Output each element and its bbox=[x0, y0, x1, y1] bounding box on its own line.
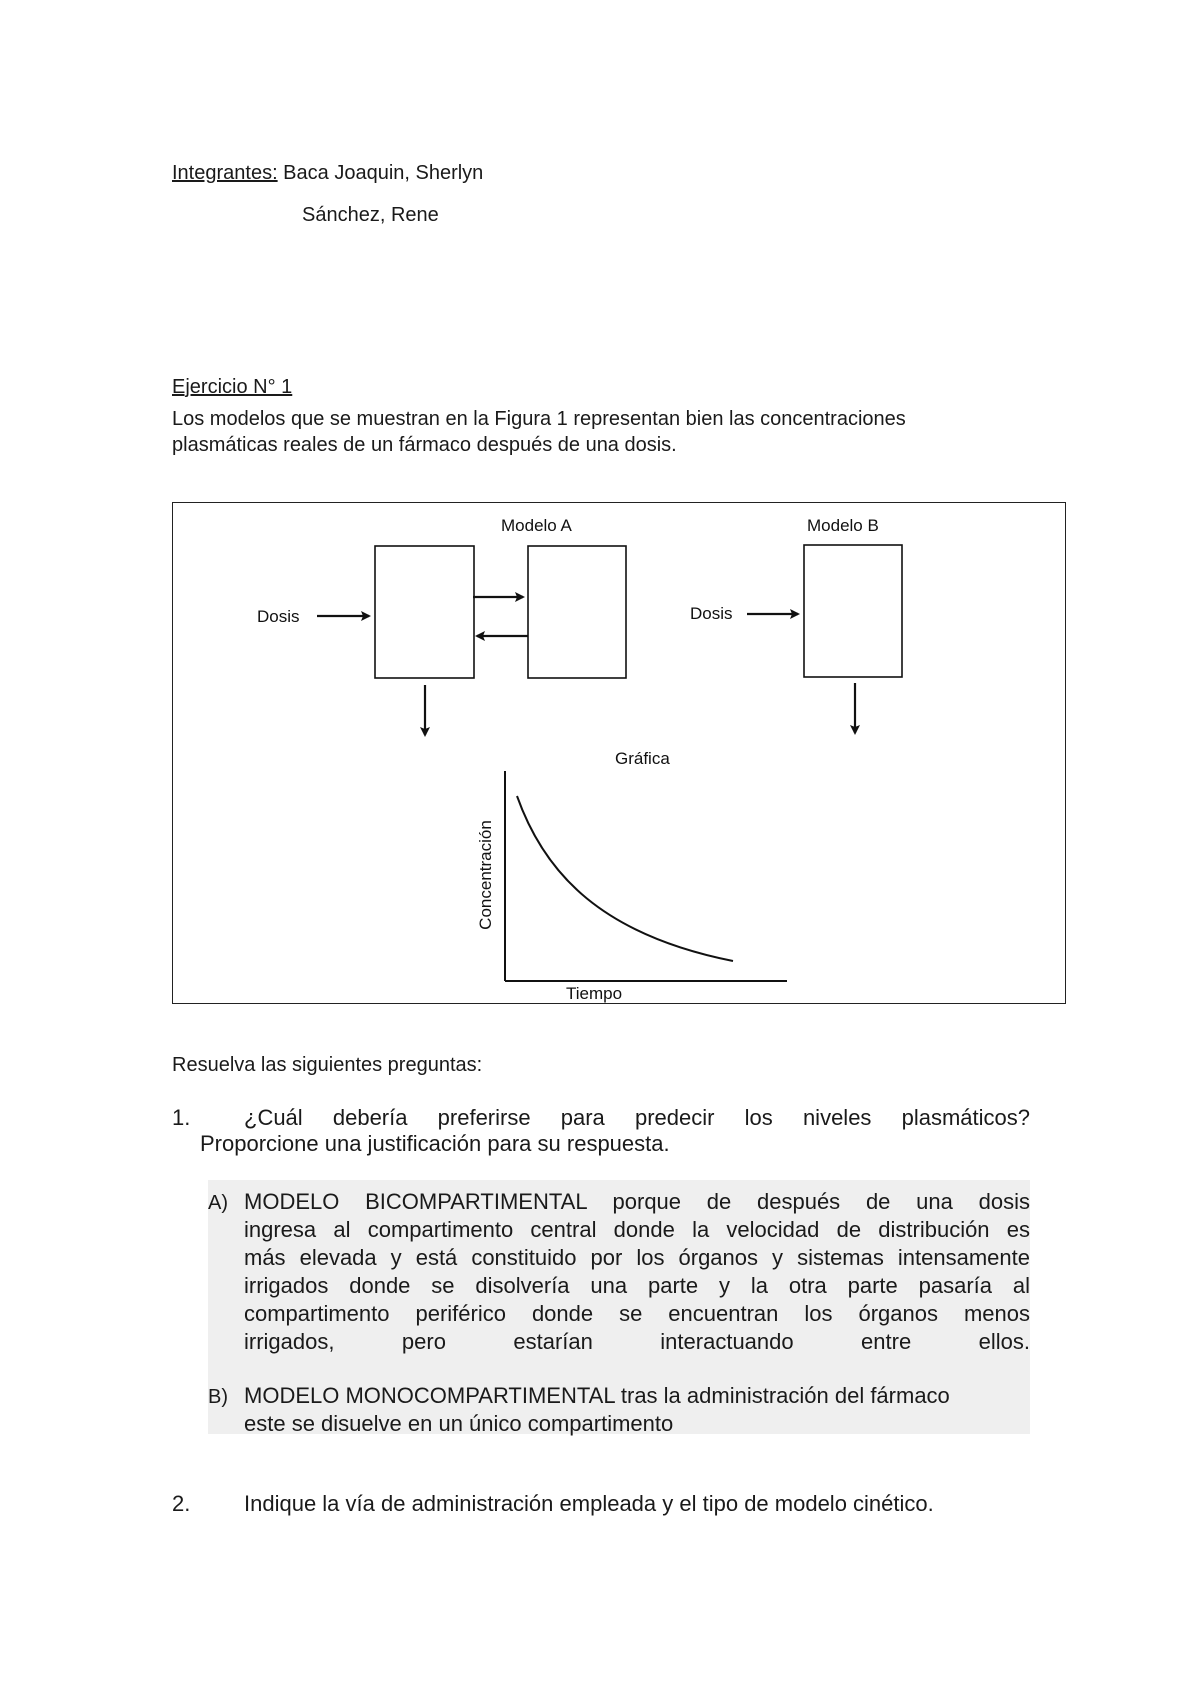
answer-a-line: MODELO BICOMPARTIMENTAL porque de después de una dosis bbox=[244, 1189, 1030, 1214]
answer-a-line: ingresa al compartimento central donde la velocidad de distribución es bbox=[244, 1217, 1030, 1242]
answer-a-text bbox=[244, 1188, 1030, 1356]
model-b-label: Modelo B bbox=[807, 516, 879, 535]
answers-block bbox=[208, 1180, 1030, 1434]
graph-y-axis-label: Concentración bbox=[476, 820, 495, 930]
answer-b-text bbox=[244, 1382, 1030, 1438]
model-b-dose-label: Dosis bbox=[690, 604, 733, 623]
answer-b-marker: B) bbox=[208, 1386, 228, 1408]
model-a-central-compartment bbox=[375, 546, 474, 678]
answer-b-line: este se disuelve en un único compartimento bbox=[244, 1411, 674, 1436]
model-a-dose-label: Dosis bbox=[257, 607, 300, 626]
members-names-2: Sánchez, Rene bbox=[302, 204, 439, 226]
exercise-intro-line-2: plasmáticas reales de un fármaco después de una dosis. bbox=[172, 434, 677, 456]
answer-a-line: más elevada y está constituido por los órganos y sistemas intensamente bbox=[244, 1245, 1030, 1270]
question-2-number: 2. bbox=[172, 1491, 191, 1516]
answer-a-marker: A) bbox=[208, 1192, 228, 1214]
answer-a-line: irrigados, pero estarían interactuando entre ellos. bbox=[244, 1329, 1030, 1354]
graph-title: Gráfica bbox=[615, 749, 670, 768]
graph-concentration-curve bbox=[517, 796, 733, 961]
graph-x-axis-label: Tiempo bbox=[565, 984, 623, 1003]
exercise-intro-line-1: Los modelos que se muestran en la Figura 1 representan bien las concentraciones bbox=[172, 408, 906, 430]
figure-1-drawing bbox=[173, 503, 1067, 1005]
members-line bbox=[172, 160, 483, 186]
answer-b-line: MODELO MONOCOMPARTIMENTAL tras la administración del fármaco bbox=[244, 1383, 950, 1408]
answer-a-line: compartimento periférico donde se encuentran los órganos menos bbox=[244, 1301, 1030, 1326]
question-1-line-1: ¿Cuál debería preferirse para predecir los niveles plasmáticos? bbox=[244, 1105, 1030, 1130]
question-1-line-2: Proporcione una justificación para su respuesta. bbox=[200, 1131, 670, 1156]
members-label: Integrantes: bbox=[172, 162, 278, 184]
questions-intro: Resuelva las siguientes preguntas: bbox=[172, 1054, 483, 1076]
exercise-title: Ejercicio N° 1 bbox=[172, 376, 293, 398]
model-a-label: Modelo A bbox=[501, 516, 572, 535]
model-b-compartment bbox=[804, 545, 902, 677]
question-2-text: Indique la vía de administración empleada y el tipo de modelo cinético. bbox=[244, 1491, 934, 1516]
model-a-peripheral-compartment bbox=[528, 546, 626, 678]
figure-1 bbox=[172, 502, 1066, 1004]
answer-a-line: irrigados donde se disolvería una parte y la otra parte pasaría al bbox=[244, 1273, 1030, 1298]
question-1-number: 1. bbox=[172, 1105, 191, 1130]
members-names-1: Baca Joaquin, Sherlyn bbox=[277, 162, 484, 184]
